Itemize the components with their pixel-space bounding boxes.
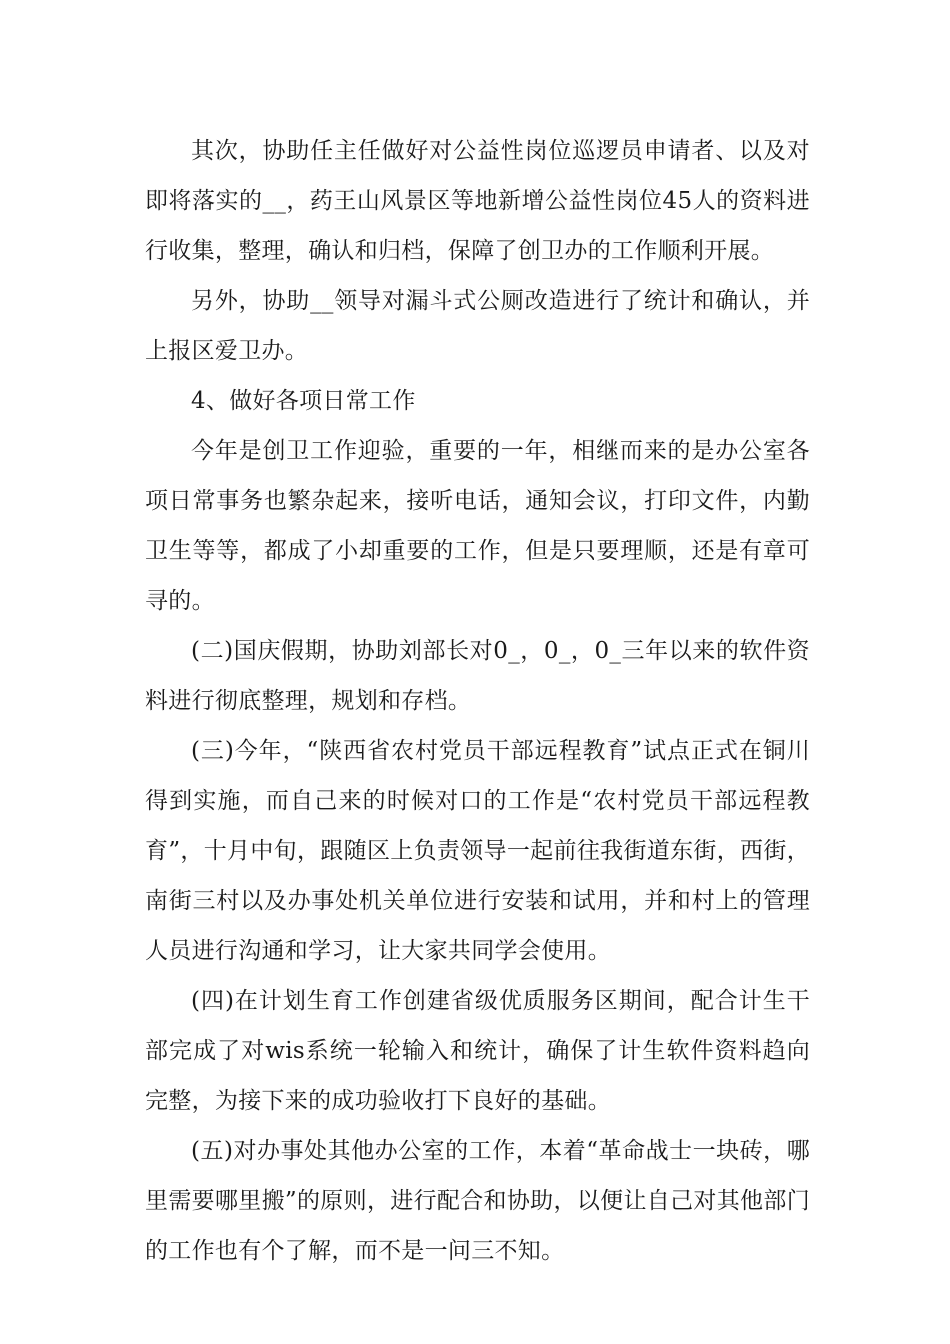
paragraph-family-planning: (四)在计划生育工作创建省级优质服务区期间，配合计生干部完成了对wis系统一轮输入和统计，确保了计生软件资料趋向完整，为接下来的成功验收打下良好的基础。 [145, 988, 810, 1114]
section-heading-daily-work: 4、做好各项日常工作 [191, 388, 416, 414]
paragraph-remote-education: (三)今年，“陕西省农村党员干部远程教育”试点正式在铜川得到实施，而自己来的时候对口的工作是“农村党员干部远程教育”，十月中旬，跟随区上负责领导一起前往我街道东街，西街，南街三村以及办事处机关单位进行安装和试用，并和村上的管理人员进行沟通和学习，让大家共同学会使用。 [145, 738, 810, 964]
document-body [145, 126, 810, 1276]
paragraph-other-offices: (五)对办事处其他办公室的工作，本着“革命战士一块砖，哪里需要哪里搬”的原则，进行配合和协助，以便让自己对其他部门的工作也有个了解，而不是一问三不知。 [145, 1138, 810, 1264]
paragraph-daily-affairs: 今年是创卫工作迎验，重要的一年，相继而来的是办公室各项日常事务也繁杂起来，接听电话，通知会议，打印文件，内勤卫生等等，都成了小却重要的工作，但是只要理顺，还是有章可寻的。 [145, 438, 810, 614]
paragraph-national-day: (二)国庆假期，协助刘部长对0_，0_，0_三年以来的软件资料进行彻底整理，规划和存档。 [145, 638, 810, 714]
paragraph-assist-director: 其次，协助任主任做好对公益性岗位巡逻员申请者、以及对即将落实的__，药王山风景区等地新增公益性岗位45人的资料进行收集，整理，确认和归档，保障了创卫办的工作顺利开展。 [145, 138, 810, 264]
paragraph-toilet-renovation: 另外，协助__领导对漏斗式公厕改造进行了统计和确认，并上报区爱卫办。 [145, 288, 810, 364]
